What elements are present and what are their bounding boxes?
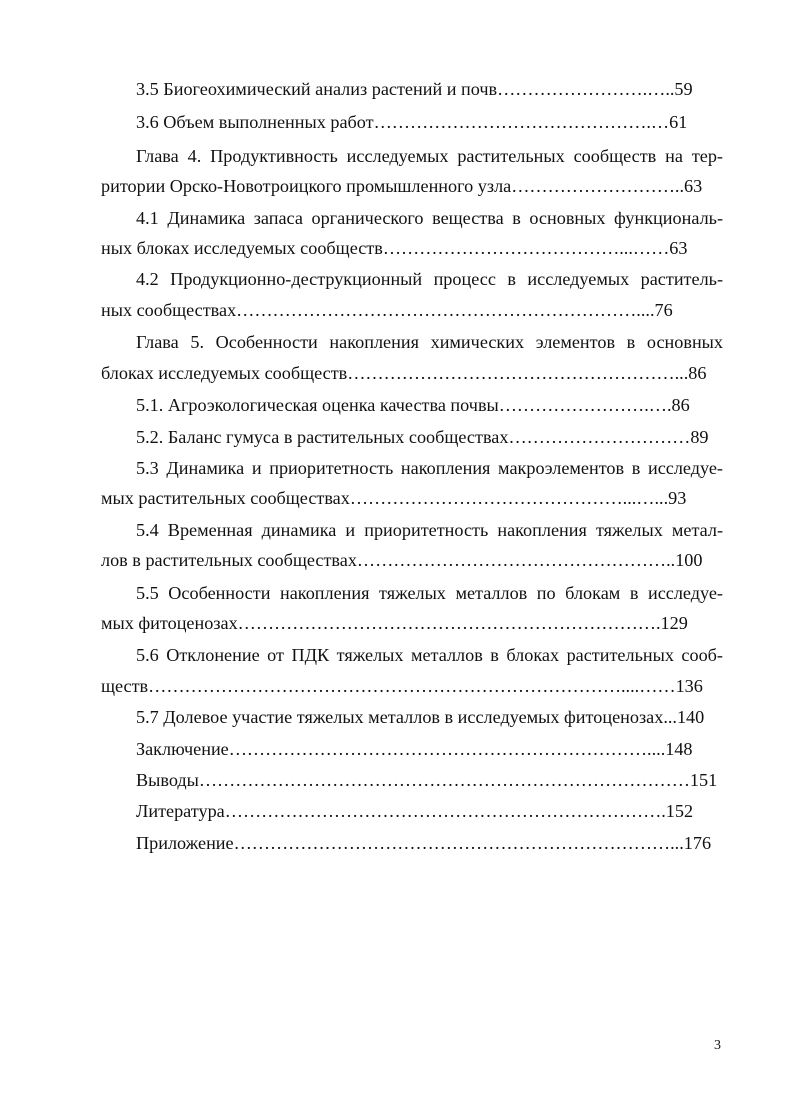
toc-entry-4-2-line-1: 4.2 Продукционно-деструкционный процесс в исследуемых раститель-	[136, 269, 723, 289]
toc-entry-5-7: 5.7 Долевое участие тяжелых металлов в исследуемых фитоценозах...140	[136, 707, 705, 727]
toc-entry-chapter-4-line-2: ритории Орско-Новотроицкого промышленного узла………………………..63	[101, 176, 703, 196]
toc-entry-5-2: 5.2. Баланс гумуса в растительных сообществах…………………………89	[136, 427, 709, 447]
toc-entry-5-3-line-1: 5.3 Динамика и приоритетность накопления макроэлементов в исследуе-	[136, 458, 723, 478]
toc-entry-references: Литература……………………………………………………………….152	[136, 801, 694, 821]
toc-entry-5-3-line-2: мых растительных сообществах………………………………………...…...93	[101, 488, 687, 508]
toc-entry-4-1-line-1: 4.1 Динамика запаса органического вещества в основных функциональ-	[136, 208, 723, 228]
toc-entry-conclusion: Заключение……………………………………………………………....148	[136, 739, 693, 759]
toc-entry-5-4-line-1: 5.4 Временная динамика и приоритетность накопления тяжелых метал-	[136, 520, 723, 540]
toc-entry-5-1: 5.1. Агроэкологическая оценка качества почвы…………………….….86	[136, 395, 690, 415]
toc-entry-appendix: Приложение………………………………………………………………...176	[136, 833, 712, 853]
toc-entry-3-5: 3.5 Биогеохимический анализ растений и почв…………………….…..59	[136, 79, 693, 99]
toc-entry-chapter-5-line-2: блоках исследуемых сообществ………………………………………………...86	[101, 363, 707, 383]
toc-entry-5-6-line-2: ществ……………………………………………………………………....……136	[101, 676, 703, 696]
toc-entry-4-2-line-2: ных сообществах…………………………………………………………....76	[101, 300, 673, 320]
toc-entry-5-5-line-2: мых фитоценозах…………………………………………………………….129	[101, 613, 688, 633]
toc-entry-chapter-5-line-1: Глава 5. Особенности накопления химических элементов в основных	[136, 332, 723, 352]
toc-entry-3-6: 3.6 Объем выполненных работ……………………………………….…61	[136, 112, 688, 132]
toc-entry-findings: Выводы………………………………………………………………………151	[136, 770, 718, 790]
toc-entry-5-4-line-2: лов в растительных сообществах……………………………………………..100	[101, 550, 703, 570]
toc-entry-5-6-line-1: 5.6 Отклонение от ПДК тяжелых металлов в блоках растительных сооб-	[136, 645, 723, 665]
toc-entry-5-5-line-1: 5.5 Особенности накопления тяжелых металлов по блокам в исследуе-	[136, 583, 723, 603]
toc-entry-4-1-line-2: ных блоках исследуемых сообществ…………………………………...……63	[101, 238, 688, 258]
page-number: 3	[714, 1038, 721, 1053]
toc-entry-chapter-4-line-1: Глава 4. Продуктивность исследуемых растительных сообществ на тер-	[136, 146, 723, 166]
